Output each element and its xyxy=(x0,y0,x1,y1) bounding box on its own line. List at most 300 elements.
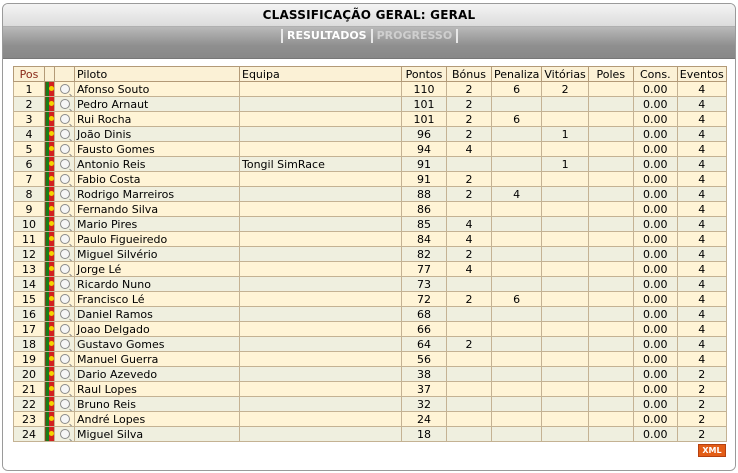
penaliza-cell xyxy=(492,97,542,112)
penaliza-cell: 6 xyxy=(492,112,542,127)
pos-cell: 15 xyxy=(14,292,45,307)
flag-emblem xyxy=(49,386,54,391)
cons-cell: 0.00 xyxy=(633,112,677,127)
portugal-flag-icon xyxy=(45,112,55,127)
bonus-cell: 2 xyxy=(447,187,492,202)
eventos-cell: 2 xyxy=(677,397,726,412)
poles-cell xyxy=(588,82,633,97)
portugal-flag-icon xyxy=(45,247,55,262)
cons-cell: 0.00 xyxy=(633,142,677,157)
table-row xyxy=(14,142,727,157)
penaliza-cell xyxy=(492,397,542,412)
eventos-cell: 4 xyxy=(677,277,726,292)
portugal-flag-icon xyxy=(45,202,55,217)
piloto-cell[interactable]: Miguel Silva xyxy=(75,427,240,442)
piloto-cell[interactable]: Antonio Reis xyxy=(75,157,240,172)
magnifier-icon[interactable] xyxy=(55,142,75,157)
portugal-flag-icon xyxy=(45,172,55,187)
col-penaliza[interactable]: Penaliza xyxy=(492,67,542,82)
bonus-cell xyxy=(447,277,492,292)
flag-emblem xyxy=(49,191,54,196)
equipa-cell xyxy=(240,142,402,157)
col-cons[interactable]: Cons. xyxy=(633,67,677,82)
pontos-cell: 72 xyxy=(402,292,447,307)
bonus-cell xyxy=(447,352,492,367)
piloto-cell[interactable]: Bruno Reis xyxy=(75,397,240,412)
bonus-cell xyxy=(447,397,492,412)
pontos-cell: 56 xyxy=(402,352,447,367)
flag-emblem xyxy=(49,86,54,91)
xml-export-button[interactable]: XML xyxy=(698,444,726,457)
bonus-cell: 2 xyxy=(447,82,492,97)
pos-cell: 19 xyxy=(14,352,45,367)
table-row xyxy=(14,82,727,97)
piloto-cell[interactable]: Fabio Costa xyxy=(75,172,240,187)
flag-emblem xyxy=(49,146,54,151)
bonus-cell xyxy=(447,202,492,217)
equipa-cell xyxy=(240,292,402,307)
flag-emblem xyxy=(49,236,54,241)
piloto-cell[interactable]: Ricardo Nuno xyxy=(75,277,240,292)
profile-magnifier[interactable] xyxy=(60,159,70,169)
vitorias-cell xyxy=(542,382,588,397)
poles-cell xyxy=(588,427,633,442)
penaliza-cell xyxy=(492,157,542,172)
cons-cell: 0.00 xyxy=(633,82,677,97)
equipa-cell xyxy=(240,427,402,442)
poles-cell xyxy=(588,232,633,247)
pontos-cell: 68 xyxy=(402,307,447,322)
standings-table xyxy=(13,66,727,442)
bonus-cell xyxy=(447,412,492,427)
eventos-cell: 4 xyxy=(677,202,726,217)
piloto-cell[interactable]: Miguel Silvério xyxy=(75,247,240,262)
penaliza-cell xyxy=(492,202,542,217)
penaliza-cell xyxy=(492,427,542,442)
vitorias-cell xyxy=(542,247,588,262)
portugal-flag-icon xyxy=(45,397,55,412)
poles-cell xyxy=(588,172,633,187)
flag-emblem xyxy=(49,431,54,436)
profile-magnifier[interactable] xyxy=(60,144,70,154)
cons-cell: 0.00 xyxy=(633,427,677,442)
equipa-cell xyxy=(240,247,402,262)
piloto-cell[interactable]: Joao Delgado xyxy=(75,322,240,337)
eventos-cell: 4 xyxy=(677,232,726,247)
flag-emblem xyxy=(49,251,54,256)
piloto-cell[interactable]: Afonso Souto xyxy=(75,82,240,97)
table-row xyxy=(14,97,727,112)
portugal-flag-icon xyxy=(45,232,55,247)
piloto-cell[interactable]: Paulo Figueiredo xyxy=(75,232,240,247)
table-row xyxy=(14,232,727,247)
vitorias-cell xyxy=(542,427,588,442)
pos-cell: 7 xyxy=(14,172,45,187)
flag-emblem xyxy=(49,401,54,406)
poles-cell xyxy=(588,412,633,427)
profile-magnifier[interactable] xyxy=(60,384,70,394)
profile-magnifier[interactable] xyxy=(60,249,70,259)
penaliza-cell xyxy=(492,232,542,247)
profile-magnifier[interactable] xyxy=(60,189,70,199)
bonus-cell: 2 xyxy=(447,337,492,352)
cons-cell: 0.00 xyxy=(633,307,677,322)
magnifier-icon[interactable] xyxy=(55,307,75,322)
pontos-cell: 32 xyxy=(402,397,447,412)
magnifier-icon[interactable] xyxy=(55,412,75,427)
penaliza-cell xyxy=(492,412,542,427)
vitorias-cell xyxy=(542,277,588,292)
piloto-cell[interactable]: Pedro Arnaut xyxy=(75,97,240,112)
bonus-cell: 2 xyxy=(447,127,492,142)
penaliza-cell xyxy=(492,277,542,292)
piloto-cell[interactable]: Daniel Ramos xyxy=(75,307,240,322)
results-panel xyxy=(3,59,735,470)
profile-magnifier[interactable] xyxy=(60,324,70,334)
vitorias-cell xyxy=(542,412,588,427)
magnifier-icon[interactable] xyxy=(55,262,75,277)
bonus-cell xyxy=(447,427,492,442)
magnifier-icon[interactable] xyxy=(55,352,75,367)
col-bonus[interactable]: Bónus xyxy=(447,67,492,82)
penaliza-cell xyxy=(492,367,542,382)
pos-cell: 12 xyxy=(14,247,45,262)
table-row xyxy=(14,262,727,277)
flag-emblem xyxy=(49,176,54,181)
pos-cell: 1 xyxy=(14,82,45,97)
eventos-cell: 4 xyxy=(677,337,726,352)
equipa-cell xyxy=(240,412,402,427)
pos-cell: 5 xyxy=(14,142,45,157)
piloto-cell[interactable]: André Lopes xyxy=(75,412,240,427)
portugal-flag-icon xyxy=(45,382,55,397)
bonus-cell: 2 xyxy=(447,112,492,127)
magnifier-icon[interactable] xyxy=(55,397,75,412)
cons-cell: 0.00 xyxy=(633,352,677,367)
magnifier-icon[interactable] xyxy=(55,232,75,247)
portugal-flag-icon xyxy=(45,82,55,97)
cons-cell: 0.00 xyxy=(633,187,677,202)
table-row xyxy=(14,307,727,322)
table-row xyxy=(14,382,727,397)
pos-cell: 13 xyxy=(14,262,45,277)
profile-magnifier[interactable] xyxy=(60,84,70,94)
piloto-cell[interactable]: Rui Rocha xyxy=(75,112,240,127)
equipa-cell xyxy=(240,367,402,382)
poles-cell xyxy=(588,367,633,382)
profile-magnifier[interactable] xyxy=(60,279,70,289)
vitorias-cell xyxy=(542,187,588,202)
pos-cell: 3 xyxy=(14,112,45,127)
flag-emblem xyxy=(49,161,54,166)
bonus-cell: 4 xyxy=(447,262,492,277)
pontos-cell: 77 xyxy=(402,262,447,277)
piloto-cell[interactable]: João Dinis xyxy=(75,127,240,142)
col-pos[interactable]: Pos xyxy=(14,67,45,82)
table-row xyxy=(14,247,727,262)
piloto-cell[interactable]: Rodrigo Marreiros xyxy=(75,187,240,202)
cons-cell: 0.00 xyxy=(633,412,677,427)
magnifier-icon[interactable] xyxy=(55,277,75,292)
profile-magnifier[interactable] xyxy=(60,294,70,304)
profile-magnifier[interactable] xyxy=(60,369,70,379)
cons-cell: 0.00 xyxy=(633,247,677,262)
pontos-cell: 66 xyxy=(402,322,447,337)
piloto-cell[interactable]: Manuel Guerra xyxy=(75,352,240,367)
cons-cell: 0.00 xyxy=(633,322,677,337)
magnifier-icon[interactable] xyxy=(55,247,75,262)
piloto-cell[interactable]: Dario Azevedo xyxy=(75,367,240,382)
profile-magnifier[interactable] xyxy=(60,114,70,124)
vitorias-cell xyxy=(542,112,588,127)
magnifier-icon[interactable] xyxy=(55,367,75,382)
poles-cell xyxy=(588,142,633,157)
magnifier-icon[interactable] xyxy=(55,97,75,112)
poles-cell xyxy=(588,397,633,412)
poles-cell xyxy=(588,247,633,262)
bonus-cell: 2 xyxy=(447,172,492,187)
tab-separator xyxy=(281,29,283,43)
pontos-cell: 91 xyxy=(402,157,447,172)
profile-magnifier[interactable] xyxy=(60,204,70,214)
magnifier-icon[interactable] xyxy=(55,112,75,127)
cons-cell: 0.00 xyxy=(633,397,677,412)
poles-cell xyxy=(588,382,633,397)
magnifier-icon[interactable] xyxy=(55,292,75,307)
eventos-cell: 2 xyxy=(677,412,726,427)
profile-magnifier[interactable] xyxy=(60,99,70,109)
bonus-cell: 4 xyxy=(447,217,492,232)
flag-emblem xyxy=(49,356,54,361)
vitorias-cell xyxy=(542,232,588,247)
bonus-cell xyxy=(447,322,492,337)
table-row xyxy=(14,367,727,382)
portugal-flag-icon xyxy=(45,412,55,427)
tab-progresso[interactable]: PROGRESSO xyxy=(376,29,453,42)
profile-magnifier[interactable] xyxy=(60,129,70,139)
penaliza-cell xyxy=(492,382,542,397)
eventos-cell: 4 xyxy=(677,322,726,337)
equipa-cell xyxy=(240,322,402,337)
equipa-cell xyxy=(240,277,402,292)
col-equipa[interactable]: Equipa xyxy=(240,67,402,82)
cons-cell: 0.00 xyxy=(633,382,677,397)
pontos-cell: 88 xyxy=(402,187,447,202)
table-header-row xyxy=(14,67,727,82)
profile-magnifier[interactable] xyxy=(60,219,70,229)
poles-cell xyxy=(588,337,633,352)
poles-cell xyxy=(588,352,633,367)
pontos-cell: 38 xyxy=(402,367,447,382)
piloto-cell[interactable]: Mario Pires xyxy=(75,217,240,232)
equipa-cell xyxy=(240,307,402,322)
table-row xyxy=(14,217,727,232)
poles-cell xyxy=(588,217,633,232)
portugal-flag-icon xyxy=(45,337,55,352)
piloto-cell[interactable]: Francisco Lé xyxy=(75,292,240,307)
vitorias-cell xyxy=(542,352,588,367)
penaliza-cell xyxy=(492,247,542,262)
flag-emblem xyxy=(49,326,54,331)
portugal-flag-icon xyxy=(45,322,55,337)
vitorias-cell: 2 xyxy=(542,82,588,97)
equipa-cell xyxy=(240,112,402,127)
bonus-cell: 4 xyxy=(447,232,492,247)
tab-separator xyxy=(456,29,458,43)
pos-cell: 21 xyxy=(14,382,45,397)
poles-cell xyxy=(588,202,633,217)
profile-magnifier[interactable] xyxy=(60,174,70,184)
bonus-cell xyxy=(447,307,492,322)
pontos-cell: 110 xyxy=(402,82,447,97)
poles-cell xyxy=(588,187,633,202)
bonus-cell: 2 xyxy=(447,97,492,112)
penaliza-cell xyxy=(492,172,542,187)
equipa-cell xyxy=(240,97,402,112)
magnifier-icon[interactable] xyxy=(55,217,75,232)
table-row xyxy=(14,157,727,172)
equipa-cell xyxy=(240,232,402,247)
piloto-cell[interactable]: Gustavo Gomes xyxy=(75,337,240,352)
equipa-cell xyxy=(240,217,402,232)
portugal-flag-icon xyxy=(45,292,55,307)
col-flag xyxy=(45,67,55,82)
pos-cell: 17 xyxy=(14,322,45,337)
equipa-cell xyxy=(240,82,402,97)
equipa-cell xyxy=(240,262,402,277)
table-row xyxy=(14,202,727,217)
equipa-cell: Tongil SimRace xyxy=(240,157,402,172)
table-row xyxy=(14,322,727,337)
pos-cell: 9 xyxy=(14,202,45,217)
penaliza-cell xyxy=(492,322,542,337)
magnifier-icon[interactable] xyxy=(55,157,75,172)
vitorias-cell xyxy=(542,397,588,412)
standings-window xyxy=(2,3,736,471)
equipa-cell xyxy=(240,172,402,187)
col-eventos[interactable]: Eventos xyxy=(677,67,726,82)
eventos-cell: 4 xyxy=(677,247,726,262)
magnifier-icon[interactable] xyxy=(55,322,75,337)
cons-cell: 0.00 xyxy=(633,97,677,112)
vitorias-cell xyxy=(542,367,588,382)
table-row xyxy=(14,172,727,187)
portugal-flag-icon xyxy=(45,262,55,277)
piloto-cell[interactable]: Jorge Lé xyxy=(75,262,240,277)
magnifier-icon[interactable] xyxy=(55,382,75,397)
cons-cell: 0.00 xyxy=(633,127,677,142)
magnifier-icon[interactable] xyxy=(55,427,75,442)
table-row xyxy=(14,187,727,202)
col-vitorias[interactable]: Vitórias xyxy=(542,67,588,82)
equipa-cell xyxy=(240,397,402,412)
eventos-cell: 4 xyxy=(677,127,726,142)
magnifier-icon[interactable] xyxy=(55,187,75,202)
eventos-cell: 4 xyxy=(677,217,726,232)
table-row xyxy=(14,412,727,427)
eventos-cell: 4 xyxy=(677,82,726,97)
magnifier-icon[interactable] xyxy=(55,337,75,352)
vitorias-cell xyxy=(542,337,588,352)
profile-magnifier[interactable] xyxy=(60,414,70,424)
flag-emblem xyxy=(49,101,54,106)
pos-cell: 14 xyxy=(14,277,45,292)
cons-cell: 0.00 xyxy=(633,232,677,247)
pos-cell: 23 xyxy=(14,412,45,427)
col-profile xyxy=(55,67,75,82)
vitorias-cell xyxy=(542,97,588,112)
pontos-cell: 73 xyxy=(402,277,447,292)
bonus-cell: 2 xyxy=(447,247,492,262)
profile-magnifier[interactable] xyxy=(60,339,70,349)
penaliza-cell xyxy=(492,127,542,142)
pos-cell: 22 xyxy=(14,397,45,412)
vitorias-cell xyxy=(542,322,588,337)
pos-cell: 16 xyxy=(14,307,45,322)
eventos-cell: 4 xyxy=(677,187,726,202)
flag-emblem xyxy=(49,221,54,226)
profile-magnifier[interactable] xyxy=(60,399,70,409)
penaliza-cell: 4 xyxy=(492,187,542,202)
bonus-cell: 2 xyxy=(447,292,492,307)
portugal-flag-icon xyxy=(45,277,55,292)
profile-magnifier[interactable] xyxy=(60,264,70,274)
eventos-cell: 2 xyxy=(677,427,726,442)
pos-cell: 24 xyxy=(14,427,45,442)
equipa-cell xyxy=(240,382,402,397)
magnifier-icon[interactable] xyxy=(55,127,75,142)
magnifier-icon[interactable] xyxy=(55,172,75,187)
poles-cell xyxy=(588,277,633,292)
tab-resultados[interactable]: RESULTADOS xyxy=(287,29,367,42)
piloto-cell[interactable]: Fernando Silva xyxy=(75,202,240,217)
profile-magnifier[interactable] xyxy=(60,309,70,319)
flag-emblem xyxy=(49,266,54,271)
magnifier-icon[interactable] xyxy=(55,82,75,97)
profile-magnifier[interactable] xyxy=(60,234,70,244)
flag-emblem xyxy=(49,206,54,211)
penaliza-cell xyxy=(492,142,542,157)
eventos-cell: 4 xyxy=(677,292,726,307)
cons-cell: 0.00 xyxy=(633,277,677,292)
portugal-flag-icon xyxy=(45,217,55,232)
pos-cell: 18 xyxy=(14,337,45,352)
magnifier-icon[interactable] xyxy=(55,202,75,217)
penaliza-cell xyxy=(492,352,542,367)
tab-separator xyxy=(371,29,373,43)
table-row xyxy=(14,292,727,307)
piloto-cell[interactable]: Raul Lopes xyxy=(75,382,240,397)
table-row xyxy=(14,277,727,292)
col-poles[interactable]: Poles xyxy=(588,67,633,82)
profile-magnifier[interactable] xyxy=(60,429,70,439)
col-pontos[interactable]: Pontos xyxy=(402,67,447,82)
flag-emblem xyxy=(49,131,54,136)
piloto-cell[interactable]: Fausto Gomes xyxy=(75,142,240,157)
cons-cell: 0.00 xyxy=(633,262,677,277)
penaliza-cell xyxy=(492,337,542,352)
vitorias-cell xyxy=(542,307,588,322)
profile-magnifier[interactable] xyxy=(60,354,70,364)
table-row xyxy=(14,337,727,352)
pontos-cell: 82 xyxy=(402,247,447,262)
eventos-cell: 4 xyxy=(677,97,726,112)
portugal-flag-icon xyxy=(45,307,55,322)
pontos-cell: 94 xyxy=(402,142,447,157)
portugal-flag-icon xyxy=(45,427,55,442)
pontos-cell: 24 xyxy=(402,412,447,427)
col-piloto[interactable]: Piloto xyxy=(75,67,240,82)
